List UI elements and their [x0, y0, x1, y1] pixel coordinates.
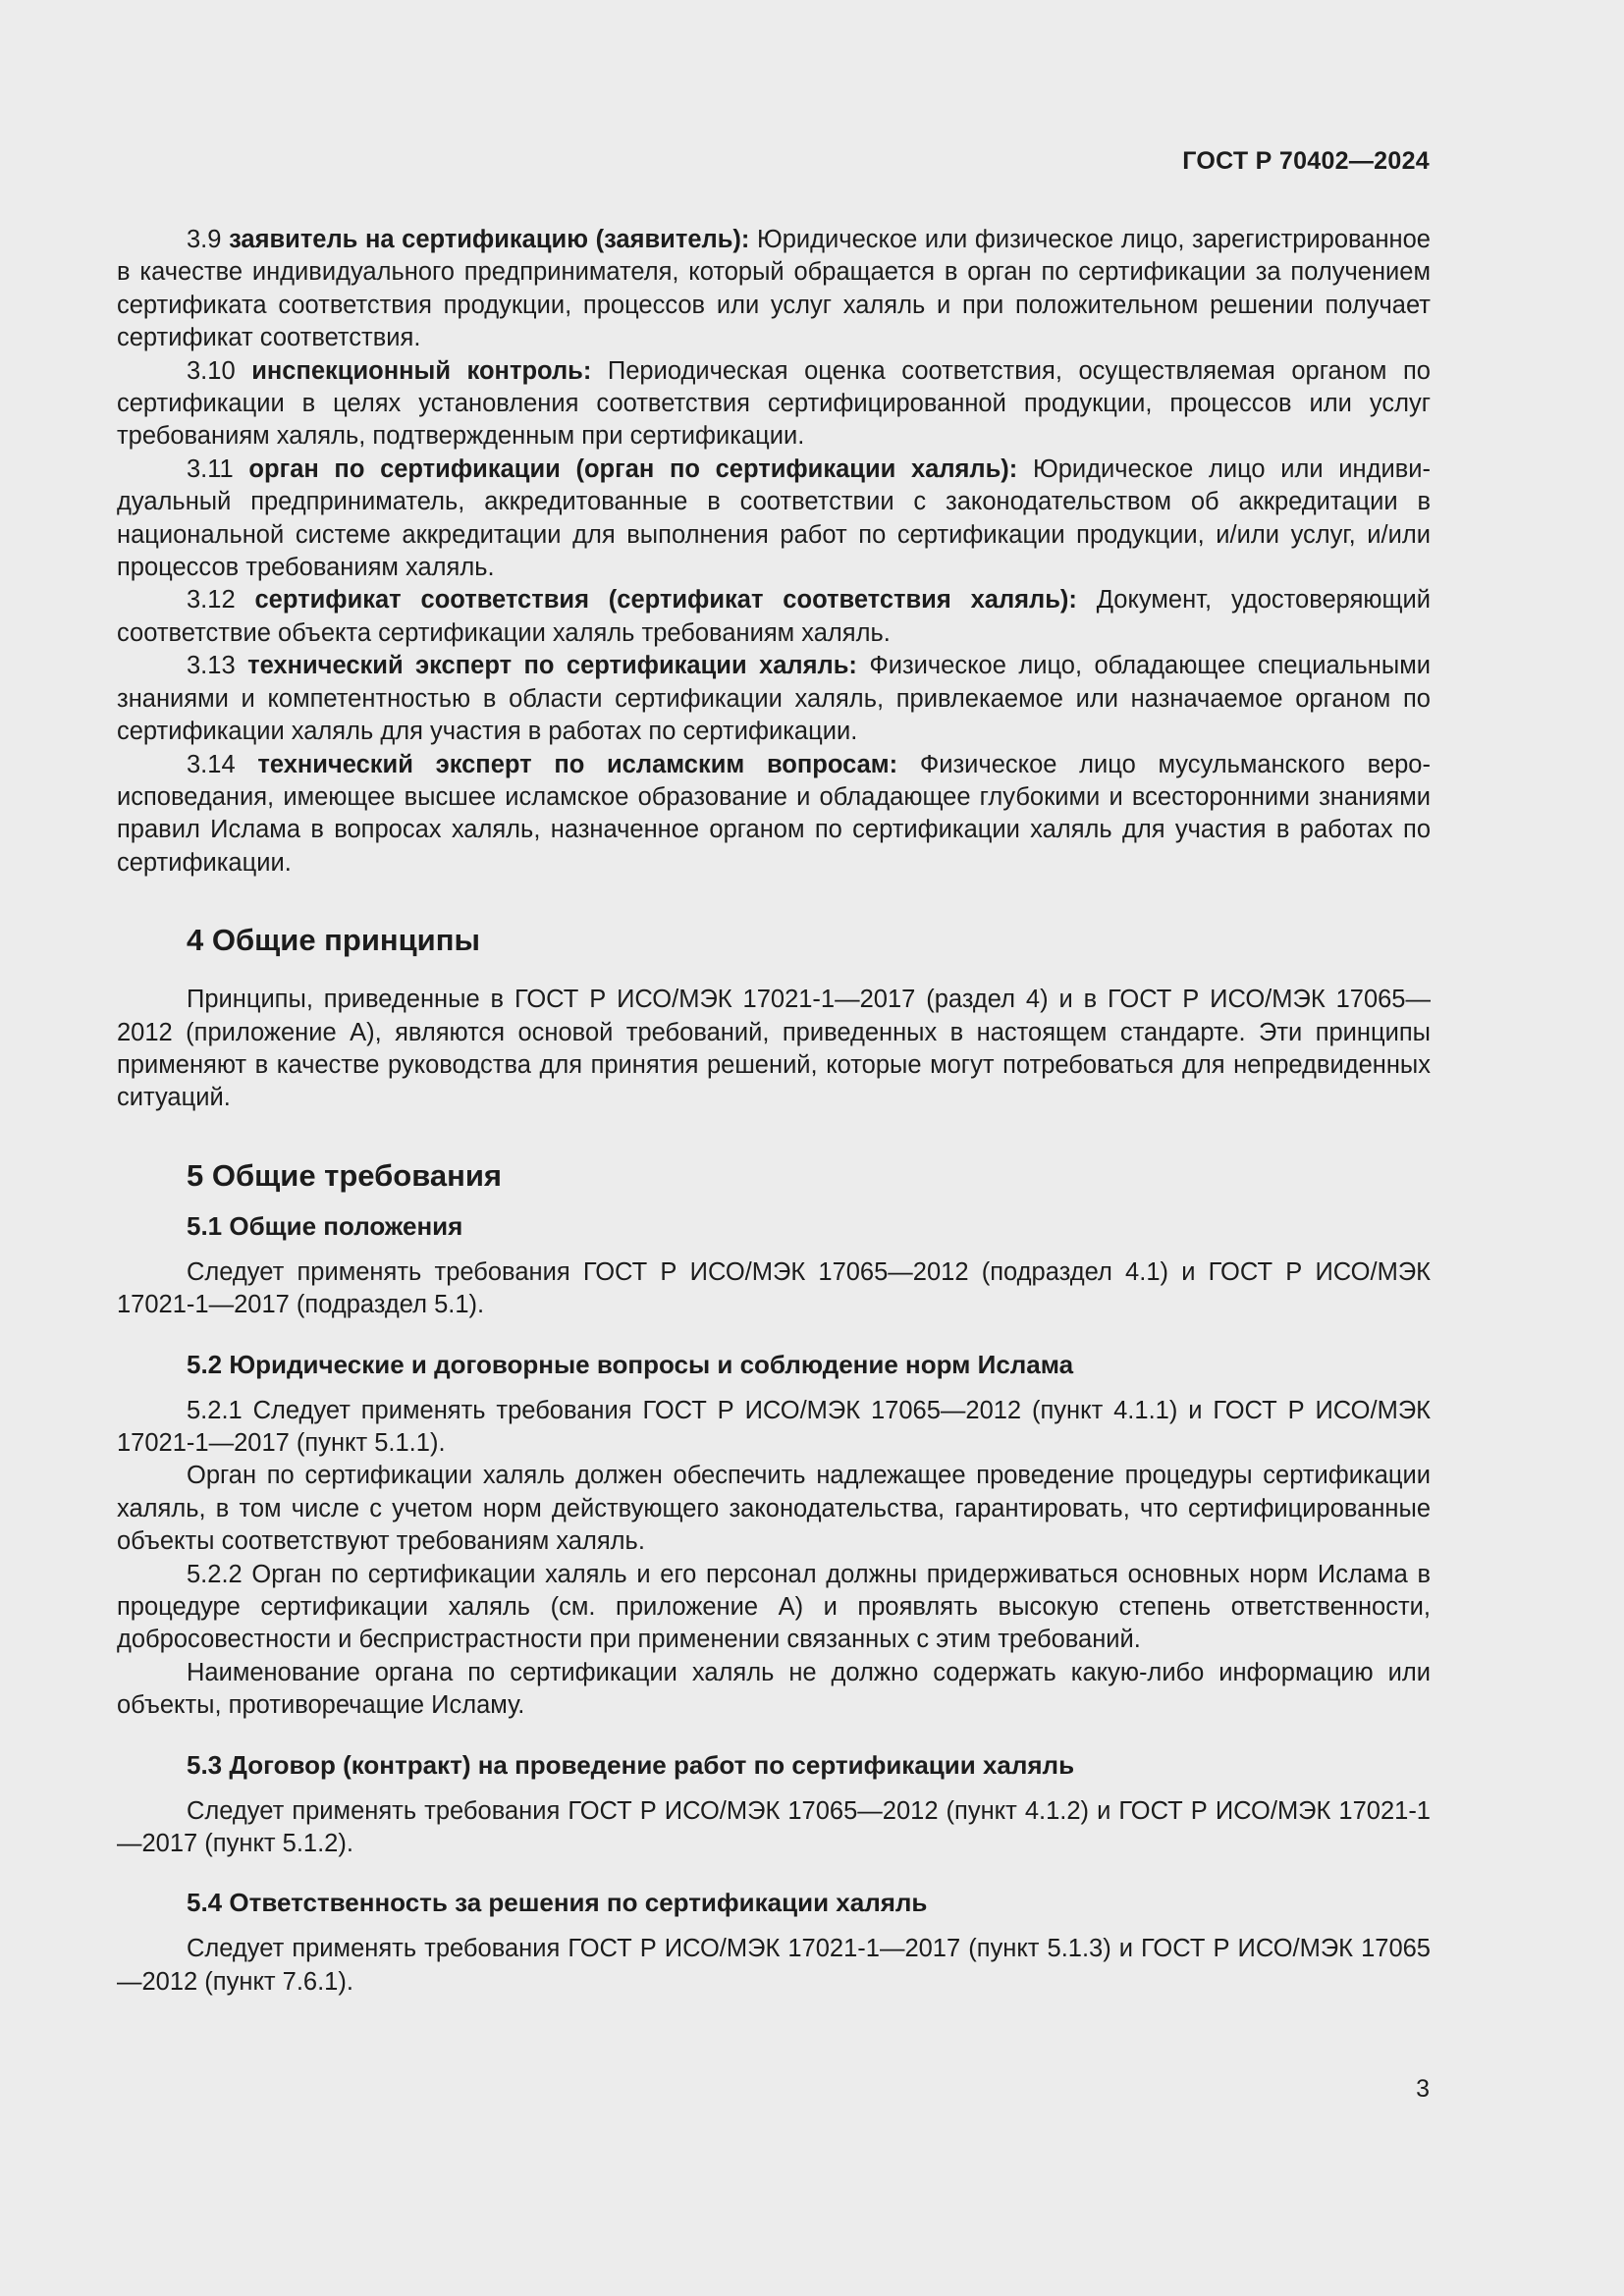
page-content: [117, 224, 1431, 1999]
section-5-2-paragraph: Орган по сертификации халяль должен обеспечить надлежащее проведение процедуры сертификации халяль, в том числе с учетом норм действующего законодательства, гарантировать, что сертифицированные объекты соответствуют требованиям халяль.: [117, 1462, 1431, 1556]
section-4-text: Принципы, приведенные в ГОСТ Р ИСО/МЭК 17021-1—2017 (раздел 4) и в ГОСТ Р ИСО/МЭК 17065—2012 (приложение А), являются основой требований, приведенных в настоящем стандарте. Эти принципы применяют в качестве руководства для принятия решений, которые могут потребоваться для непредвиденных ситуаций.: [117, 986, 1431, 1112]
term-definition: Физическое лицо мусульманского вероисповедания, имеющее высшее исламское образование и обладающее глубокими и всесторонними знаниями правил Ислама в вопросах халяль, назначенное органом по сертификации халяль для участия в работах по сертификации.: [117, 750, 1431, 877]
section-5-1-text: Следует применять требования ГОСТ Р ИСО/МЭК 17065—2012 (подраздел 4.1) и ГОСТ Р ИСО/МЭК 17021-1—2017 (подраздел 5.1).: [117, 1257, 1431, 1319]
term-name: технический эксперт по исламским вопросам:: [257, 750, 898, 778]
section-5-heading: 5 Общие требования: [187, 1157, 502, 1193]
term-name: орган по сертификации (орган по сертификации халяль):: [248, 454, 1018, 483]
term-definition: Юридическое лицо или индивидуальный предприниматель, аккредитованные в соответствии с законодательством об аккредитации в национальной системе аккредитации для выполнения работ по сертификации продукции, и/или услуг, и/или процессов требованиям халяль.: [117, 454, 1432, 582]
section-5-4-heading: 5.4 Ответственность за решения по сертификации халяль: [187, 1888, 928, 1918]
term-definition: Физическое лицо, обладающее специальными знаниями и компетентностью в области сертификации халяль, привлекаемое или назначаемое органом по сертификации халяль для участия в работах по сертификации.: [117, 652, 1431, 746]
section-5-2-2-text: 5.2.2 Орган по сертификации халяль и его персонал должны придерживаться основных норм Ислама в процедуре сертификации халяль (см. приложение А) и проявлять высокую степень ответственности, добросовестности и беспристрастности при применении связанных с этим требований.: [117, 1560, 1431, 1654]
section-5-4-text: Следует применять требования ГОСТ Р ИСО/МЭК 17021-1—2017 (пункт 5.1.3) и ГОСТ Р ИСО/МЭК 17065—2012 (пункт 7.6.1).: [117, 1935, 1431, 1996]
term-3-12: [117, 584, 1431, 650]
term-3-11: [117, 454, 1431, 585]
document-id-header: ГОСТ Р 70402—2024: [1182, 147, 1430, 175]
term-number: 3.11: [187, 454, 234, 483]
term-definition: Юридическое или физическое лицо, зарегистрированное в качестве индивидуального предпринимателя, который обращается в орган по сертификации за получением сертификата соответствия продукции, процессов или услуг халяль и при положительном решении получает сертификат соответствия.: [117, 226, 1431, 352]
term-name: инспекционный контроль:: [251, 356, 592, 385]
section-5-2-1-text: 5.2.1 Следует применять требования ГОСТ Р ИСО/МЭК 17065—2012 (пункт 4.1.1) и ГОСТ Р ИСО/МЭК 17021-1—2017 (пункт 5.1.1).: [117, 1396, 1431, 1457]
section-5-3-text: Следует применять требования ГОСТ Р ИСО/МЭК 17065—2012 (пункт 4.1.2) и ГОСТ Р ИСО/МЭК 17021-1—2017 (пункт 5.1.2).: [117, 1796, 1431, 1858]
term-definition: Периодическая оценка соответствия, осуществляемая органом по сертификации в целях установления соответствия сертифицированной продукции, процессов или услуг требованиям халяль, подтвержденным при сертификации.: [117, 356, 1431, 451]
term-3-9: [117, 224, 1431, 355]
section-5-2-paragraph: Наименование органа по сертификации халяль не должно содержать какую-либо информацию или объекты, противоречащие Исламу.: [117, 1658, 1431, 1720]
term-3-10: [117, 355, 1431, 454]
term-number: 3.13: [187, 652, 236, 680]
page-number: 3: [1416, 2075, 1430, 2103]
section-4-heading: 4 Общие принципы: [187, 923, 480, 958]
term-number: 3.12: [187, 586, 236, 614]
term-3-14: [117, 749, 1431, 881]
term-number: 3.10: [187, 356, 236, 385]
term-definition: Документ, удостоверяющий соответствие объекта сертификации халяль требованиям халяль.: [117, 586, 1431, 647]
term-number: 3.9: [187, 226, 222, 253]
section-5-2-heading: 5.2 Юридические и договорные вопросы и соблюдение норм Ислама: [187, 1349, 1074, 1379]
section-5-1-heading: 5.1 Общие положения: [187, 1210, 463, 1241]
term-3-13: [117, 650, 1431, 748]
section-5-3-heading: 5.3 Договор (контракт) на проведение работ по сертификации халяль: [187, 1749, 1075, 1780]
term-name: технический эксперт по сертификации халяль:: [247, 652, 857, 680]
term-name: сертификат соответствия (сертификат соответствия халяль):: [254, 586, 1077, 614]
term-number: 3.14: [187, 750, 236, 778]
term-name: заявитель на сертификацию (заявитель):: [229, 226, 750, 253]
